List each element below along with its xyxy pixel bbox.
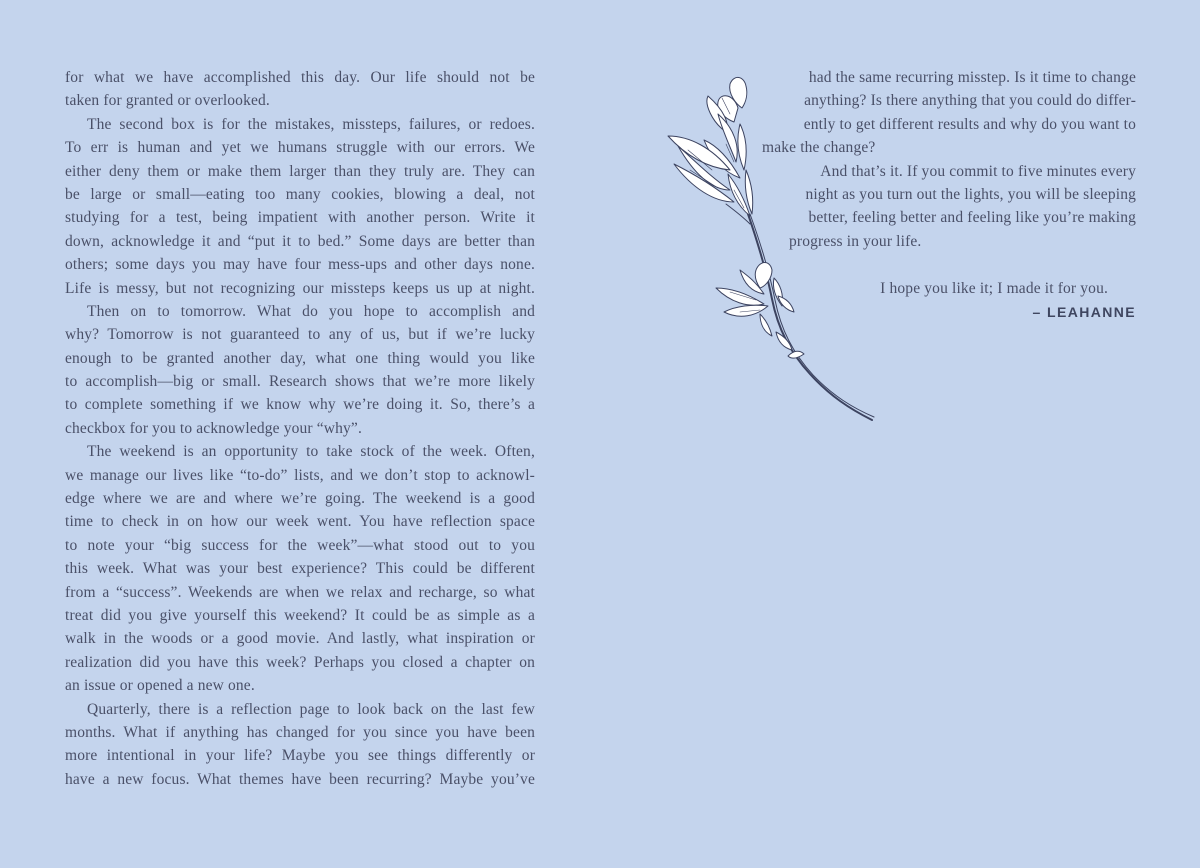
left-page: [65, 66, 535, 791]
left-text-line: either deny them or make them larger than they truly are. They can: [65, 162, 535, 180]
left-text-line: we manage our lives like “to-do” lists, and we don’t stop to acknowl-: [65, 466, 535, 484]
left-text-line: The weekend is an opportunity to take stock of the week. Often,: [87, 443, 535, 461]
left-text-line: others; some days you may have four mess-ups and other days none.: [65, 256, 535, 274]
left-text-line: be large or small—eating too many cookies, blowing a deal, not: [65, 185, 535, 203]
right-text-line: make the change?: [762, 139, 876, 157]
left-text-line: realization did you have this week? Perhaps you closed a chapter on: [65, 653, 535, 671]
left-text-line: walk in the woods or a good movie. And lastly, what inspiration or: [65, 630, 535, 648]
left-text-line: To err is human and yet we humans struggle with our errors. We: [65, 139, 535, 157]
right-text-line: had the same recurring misstep. Is it time to change: [808, 69, 1136, 86]
right-text-line: night as you turn out the lights, you will be sleeping: [805, 185, 1136, 203]
left-text-line: taken for granted or overlooked.: [65, 92, 270, 110]
left-text-line: Life is messy, but not recognizing our missteps keeps us up at night.: [65, 279, 535, 297]
right-text-line: And that’s it. If you commit to five minutes every: [820, 162, 1136, 180]
right-text-line: progress in your life.: [789, 232, 922, 250]
left-text-line: Then on to tomorrow. What do you hope to accomplish and: [87, 302, 535, 320]
left-text-line: to accomplish—big or small. Research shows that we’re more likely: [65, 373, 535, 391]
closing-line: I hope you like it; I made it for you.: [880, 280, 1108, 298]
right-text-line: anything? Is there anything that you could do differ-: [804, 92, 1136, 110]
left-text-line: more intentional in your life? Maybe you see things differently or: [65, 747, 535, 765]
left-text-line: down, acknowledge it and “put it to bed.” Some days are better than: [65, 232, 535, 250]
left-text-line: why? Tomorrow is not guaranteed to any of us, but if we’re lucky: [65, 326, 535, 344]
left-text-line: Quarterly, there is a reflection page to look back on the last few: [87, 700, 535, 718]
right-text-line: better, feeling better and feeling like you’re making: [808, 209, 1136, 227]
left-text-line: checkbox for you to acknowledge your “why”.: [65, 419, 362, 437]
left-text-line: this week. What was your best experience? This could be different: [65, 560, 535, 578]
right-text-line: ently to get different results and why do you want to: [803, 115, 1136, 133]
left-text-line: months. What if anything has changed for you since you have been: [65, 723, 535, 741]
left-text-line: for what we have accomplished this day. Our life should not be: [65, 69, 535, 86]
left-text-line: studying for a test, being impatient with another person. Write it: [65, 209, 535, 227]
left-text-line: treat did you give yourself this weekend? It could be as simple as a: [65, 606, 535, 624]
left-text-line: an issue or opened a new one.: [65, 677, 255, 695]
left-text-line: edge where we are and where we’re going. The weekend is a good: [65, 490, 535, 508]
left-text-line: from a “success”. Weekends are when we relax and recharge, so what: [65, 583, 535, 601]
left-text-line: have a new focus. What themes have been recurring? Maybe you’ve: [65, 770, 535, 788]
signature: – LEAHANNE: [1032, 303, 1136, 320]
left-text-line: to complete something if we know why we’re doing it. So, there’s a: [65, 396, 535, 414]
left-text-line: The second box is for the mistakes, missteps, failures, or redoes.: [87, 115, 535, 133]
left-text-line: enough to be granted another day, what one thing would you like: [65, 349, 535, 367]
left-text-line: to note your “big success for the week”—what stood out to you: [65, 536, 535, 554]
left-text-line: time to check in on how our week went. You have reflection space: [65, 513, 535, 531]
right-page: [600, 66, 1136, 324]
